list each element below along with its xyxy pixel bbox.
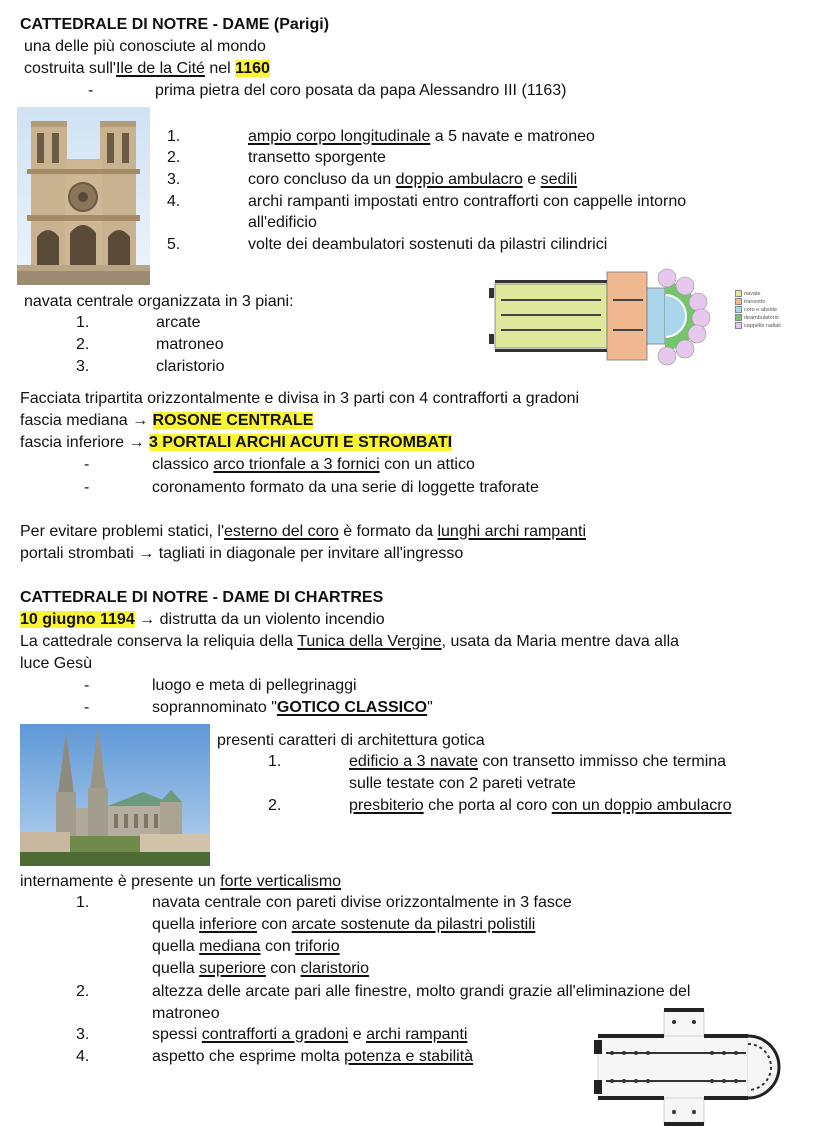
interior-sub: quella inferiore con arcate sostenute da pilastri polistili [152, 916, 536, 933]
feature-item: transetto sporgente [248, 149, 386, 166]
gothic-num: 2. [268, 797, 282, 814]
lower-band: fascia inferiore → 3 PORTALI ARCHI ACUTI E STROMBATI [20, 434, 453, 451]
interior-num: 4. [76, 1048, 90, 1065]
level-num: 1. [76, 314, 90, 331]
relic-line: La cattedrale conserva la reliquia della Tunica della Vergine, usata da Maria mentre dava alla [20, 633, 680, 650]
relic-line-2: luce Gesù [20, 655, 93, 672]
section1-line1: una delle più conosciute al mondo [24, 38, 266, 55]
dash-marker: - [84, 677, 90, 694]
facade-line: Facciata tripartita orizzontalmente e divisa in 3 parti con 4 contrafforti a gradoni [20, 390, 580, 407]
gothic-num: 1. [268, 753, 282, 770]
static-line: Per evitare problemi statici, l'esterno del coro è formato da lunghi archi rampanti [20, 523, 586, 540]
interior-num: 1. [76, 894, 90, 911]
year-highlight: 1160 [235, 60, 270, 77]
level-num: 3. [76, 358, 90, 375]
legend-item: deambulatorio [735, 314, 781, 322]
verticalism-line: internamente è presente un forte verticalismo [20, 873, 342, 890]
bullet-loggias: coronamento formato da una serie di loggette traforate [152, 479, 539, 496]
interior-num: 3. [76, 1026, 90, 1043]
section1-title: CATTEDRALE DI NOTRE - DAME (Parigi) [20, 16, 330, 33]
interior-item-cont: matroneo [152, 1005, 220, 1022]
gothic-item-cont: sulle testate con 2 pareti vetrate [349, 775, 576, 792]
chartres-floor-plan [592, 1008, 792, 1126]
feature-num: 3. [167, 171, 181, 188]
bullet-arch: classico arco trionfale a 3 fornici con un attico [152, 456, 475, 473]
portals-line: portali strombati → tagliati in diagonale per invitare all'ingresso [20, 545, 464, 562]
chartres-cathedral-photo [20, 724, 210, 866]
level-item: claristorio [156, 358, 225, 375]
bullet-nickname: soprannominato "GOTICO CLASSICO" [152, 699, 433, 716]
floor-plan-legend [735, 290, 781, 330]
dash-marker: - [84, 456, 90, 473]
feature-num: 5. [167, 236, 181, 253]
section2-title: CATTEDRALE DI NOTRE - DAME DI CHARTRES [20, 589, 384, 606]
fire-date: 10 giugno 1194 → distrutta da un violento incendio [20, 611, 385, 628]
dash-marker: - [84, 699, 90, 716]
notre-dame-paris-photo [17, 107, 150, 285]
interior-sub: quella superiore con claristorio [152, 960, 370, 977]
dash-marker: - [88, 82, 94, 99]
legend-item: transetto [735, 298, 781, 306]
level-item: matroneo [156, 336, 224, 353]
middle-band: fascia mediana → ROSONE CENTRALE [20, 412, 314, 429]
feature-item: archi rampanti impostati entro contrafforti con cappelle intorno [248, 193, 687, 210]
gothic-item: edificio a 3 navate con transetto immisso che termina [349, 753, 727, 770]
legend-item: cappelle radiali [735, 322, 781, 330]
section1-line2: costruita sull'Ile de la Cité nel 1160 [24, 60, 270, 77]
interior-item: aspetto che esprime molta potenza e stabilità [152, 1048, 474, 1065]
interior-item: spessi contrafforti a gradoni e archi rampanti [152, 1026, 468, 1043]
feature-num: 4. [167, 193, 181, 210]
gothic-intro: presenti caratteri di architettura gotica [217, 732, 485, 749]
dash-marker: - [84, 479, 90, 496]
feature-item-cont: all'edificio [248, 214, 317, 231]
feature-num: 1. [167, 128, 181, 145]
feature-item: coro concluso da un doppio ambulacro e sedili [248, 171, 578, 188]
interior-item: navata centrale con pareti divise orizzontalmente in 3 fasce [152, 894, 572, 911]
legend-item: coro e abside [735, 306, 781, 314]
interior-item: altezza delle arcate pari alle finestre, molto grandi grazie all'eliminazione del [152, 983, 691, 1000]
feature-num: 2. [167, 149, 181, 166]
level-num: 2. [76, 336, 90, 353]
bullet-first-stone: prima pietra del coro posata da papa Alessandro III (1163) [155, 82, 567, 99]
bullet-pilgrimage: luogo e meta di pellegrinaggi [152, 677, 357, 694]
legend-item: navate [735, 290, 781, 298]
interior-num: 2. [76, 983, 90, 1000]
feature-item: ampio corpo longitudinale a 5 navate e matroneo [248, 128, 595, 145]
interior-sub: quella mediana con triforio [152, 938, 340, 955]
level-item: arcate [156, 314, 201, 331]
notre-dame-floor-plan [487, 266, 727, 366]
feature-item: volte dei deambulatori sostenuti da pilastri cilindrici [248, 236, 608, 253]
gothic-item: presbiterio che porta al coro con un doppio ambulacro [349, 797, 732, 814]
nave-intro: navata centrale organizzata in 3 piani: [24, 293, 294, 310]
